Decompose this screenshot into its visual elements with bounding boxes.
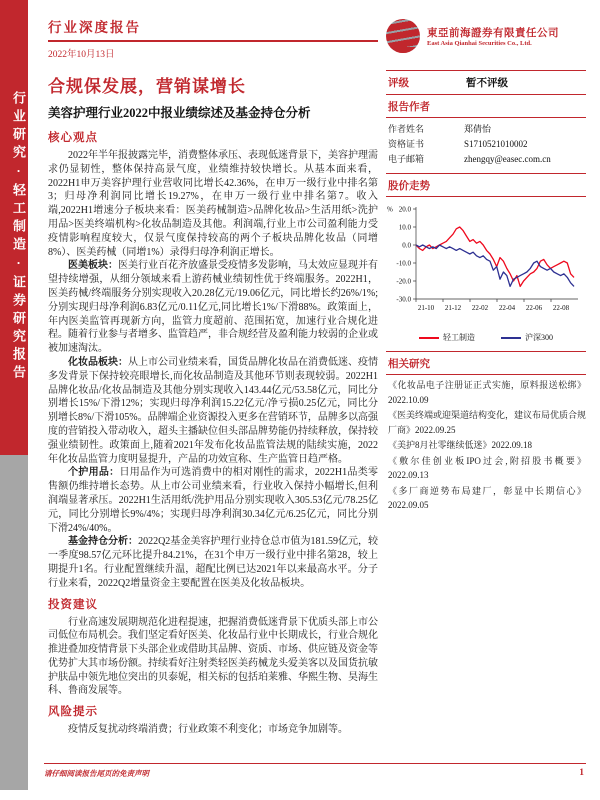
paragraph-text: 2022年半年报披露完毕，消费整体承压、表现低迷背景下，美容护理需求仍显韧性，整体保持高景气度，业绩维持较快增长。从基本面来看，2022H1申万美容护理行业营收同比增长42.36%，在申万一级行业中排名第3；归母净利润同比增长19.27%，在申万一级行业中排名第7。收入端,2022H1增速分子板块来看：医美药械制造>品牌化妆品>生活用纸>洗护用品>医美终端机构>化妆品制造及其他。利润端,行业上市公司盈利能力受疫情影响程度较大，仅景气度保持较高的两个子板块品牌化妆品（同增8%）、医美药械（同增1%）录得归母净利润正增长。: [48, 150, 378, 258]
svg-text:-10.0: -10.0: [396, 259, 411, 268]
company-brand: [386, 14, 586, 58]
report-type-label: 行业深度报告: [48, 20, 141, 35]
footer-disclaimer-note: 请仔细阅读报告尾页的免责声明: [44, 769, 149, 778]
author-row-label: 作者姓名: [388, 124, 425, 134]
core-view-paragraph: [48, 535, 378, 590]
svg-text:21-12: 21-12: [444, 304, 462, 312]
paragraph-lead: 化妆品板块：: [68, 356, 128, 368]
page-footer: [44, 763, 586, 779]
svg-text:10.0: 10.0: [398, 223, 411, 232]
svg-text:21-10: 21-10: [417, 304, 435, 312]
company-name-cn: 東亞前海證券有限責任公司: [427, 28, 559, 39]
report-subtitle: 美容护理行业2022中报业绩综述及基金持仓分析: [48, 106, 311, 120]
legend-swatch-red: [419, 337, 439, 339]
legend-item: [419, 332, 475, 343]
related-research-list: [386, 375, 586, 513]
author-row: [388, 152, 586, 167]
authors-heading: 报告作者: [388, 102, 430, 113]
company-logo-icon: [386, 19, 420, 53]
author-row: [388, 137, 586, 152]
research-item-title: 《化妆品电子注册证正式实施，原料报送松绑》: [388, 380, 586, 390]
research-item-date: 2022.09.05: [388, 500, 429, 510]
price-chart-block: [386, 173, 586, 343]
company-name-en: East Asia Qianhai Securities Co., Ltd.: [427, 40, 532, 47]
report-date: 2022年10月13日: [48, 50, 115, 60]
rating-label: 评级: [388, 78, 409, 89]
research-item: [388, 378, 586, 407]
legend-label: 沪深300: [525, 333, 553, 342]
svg-text:-20.0: -20.0: [396, 277, 411, 286]
risk-warning-paragraph: 疫情反复扰动终端消费；行业政策不利变化；市场竞争加剧等。: [68, 724, 348, 736]
research-item-date: 2022.09.13: [388, 470, 429, 480]
legend-label: 轻工制造: [443, 333, 475, 342]
report-title: 合规保发展，营销谋增长: [48, 77, 246, 96]
svg-text:22-04: 22-04: [498, 304, 516, 312]
author-license: S1710521010002: [464, 139, 528, 149]
author-info: [386, 118, 586, 173]
section-risk-warning-heading: 风险提示: [48, 706, 98, 719]
rail-gray-band: [0, 455, 28, 790]
related-research-heading: 相关研究: [388, 359, 430, 370]
author-row-label: 资格证书: [388, 139, 425, 149]
research-item-date: 2022.10.09: [388, 394, 429, 405]
price-chart-legend: [386, 332, 586, 343]
paragraph-text: 日用品作为可选消费中的相对刚性的需求，2022H1品类零售额仍维持增长态势。从上市公司业绩来看，行业收入保持小幅增长,但利润端显著承压。2022H1生活用纸/洗护用品分别实现收入305.53亿元/78.25亿元，同比分别增长9%/4%；实现归母净利润30.34亿元/6.25亿元，同比分别下滑24%/40%。: [48, 467, 378, 534]
author-name: 郑倩怡: [464, 124, 492, 134]
paragraph-lead: 医美板块：: [68, 260, 118, 272]
price-chart: [386, 197, 586, 330]
svg-text:22-02: 22-02: [471, 304, 489, 312]
paragraph-text: 2022Q2基金美容护理行业持仓总市值为181.59亿元，较一季度98.57亿元环比提升84.21%，在31个申万一级行业中排名第28，较上期提升1名。行业配置继续升温，超配比例已达2021年以来最高水平。分子行业来看，2022Q2增量资金主要配置在医美及化妆品板块。: [48, 536, 378, 589]
price-chart-heading: 股价走势: [388, 181, 430, 192]
svg-text:22-06: 22-06: [525, 304, 543, 312]
paragraph-text: 从上市公司业绩来看，国货品牌化妆品在消费低迷、疫情多发背景下保持较亮眼增长,而化妆品制造及其他环节则表现较弱。2022H1品牌化妆品/化妆品制造及其他分别实现收入143.44亿元/53.58亿元，同比分别增长15%/下滑12%；实现归母净利润15.22亿元/净亏损0.25亿元，同比分别增长8%/下滑105%。品牌端企业资源投入更多在营销环节，品牌多以高强度的营销投入带动收入，超头主播缺位但头部品牌势能仍持续释放，保持较强业绩韧性。政策面上,随着2021年发布化妆品监管法规的陆续实施，2022年化妆品监管力度明显提升，产品的功效宣称、生产监管日趋严格。: [48, 356, 378, 465]
section-core-view-heading: 核心观点: [48, 132, 98, 144]
rating-value: 暂不评级: [466, 78, 508, 89]
paragraph-lead: 个护用品：: [68, 467, 120, 479]
core-view-paragraph: [48, 356, 378, 466]
author-email: zhengqy@easec.com.cn: [464, 154, 551, 164]
research-item: [388, 438, 586, 453]
page-number: 1: [579, 768, 584, 778]
core-view-paragraph: [48, 466, 378, 535]
core-view-paragraph: [48, 149, 378, 259]
research-item-title: 《敷尔佳创业板IPO过会,附招股书概要》: [388, 455, 586, 466]
research-item-title: 《多厂商逆势布局建厂，彰显中长期信心》: [388, 485, 586, 496]
legend-item: [501, 332, 553, 343]
company-names: [427, 25, 559, 47]
research-item-date: 2022.09.18: [491, 440, 533, 450]
section-investment-advice-heading: 投资建议: [48, 598, 98, 611]
research-item-title: 《美护8月社零继续低迷》: [388, 440, 492, 450]
research-item: [388, 484, 586, 513]
legend-swatch-blue: [501, 337, 521, 339]
right-panel: [386, 14, 586, 514]
research-item: [388, 408, 586, 437]
author-row: [388, 122, 586, 137]
core-view-paragraph: [48, 259, 378, 356]
author-row-label: 电子邮箱: [388, 154, 425, 164]
svg-text:22-08: 22-08: [552, 304, 570, 312]
paragraph-lead: 基金持仓分析：: [68, 536, 139, 548]
rail-vertical-label: 行业研究·轻工制造·证券研究报告: [11, 91, 26, 383]
research-item-date: 2022.09.25: [415, 424, 456, 435]
left-vertical-rail: [0, 0, 28, 790]
svg-text:%: %: [387, 205, 393, 214]
rating-row: [386, 70, 586, 95]
price-chart-canvas: [386, 203, 584, 325]
svg-text:20.0: 20.0: [398, 205, 411, 214]
main-column: [48, 16, 378, 762]
research-item: [388, 454, 586, 483]
svg-text:0.0: 0.0: [402, 241, 411, 250]
investment-advice-paragraph: 行业高速发展期规范化进程提速，把握消费低迷背景下优质头部上市公司低位布局机会。我们坚定看好医美、化妆品行业中长期成长，行业合规化推进叠加疫情背景下头部企业或借助其品牌、资质、市场、供应链及资金等优势扩大其市场份额。持续看好注射类轻医美药械龙头爱美客以及国货抗敏护肤品中领先地位突出的贝泰妮，相关标的包括珀莱雅、华熙生物、昊海生科、鲁商发展等。: [48, 616, 378, 697]
research-item-title: 《医美终端或迎渠道结构变化，建议布局优质合规厂商》: [388, 410, 587, 435]
paragraph-text: 医美行业百花齐放盛景受疫情多发影响，马太效应显现并有望持续增强，从细分领域来看上游药械业绩韧性优于终端服务。2022H1，医美药械/终端服务分别实现收入20.28亿元/19.06亿元，同比增长约26%/1%;分别实现归母净利润6.83亿元/0.11亿元,同比增长1%/下滑88%。政策面上，年内医美监管再现新方向，监管力度超前、范围拓宽，加速行业合规化进程。随着行业参与者增多、监管趋严，非合规经营及盈利能力较弱的企业或被加速淘汰。: [48, 260, 378, 355]
svg-text:-30.0: -30.0: [396, 295, 411, 304]
